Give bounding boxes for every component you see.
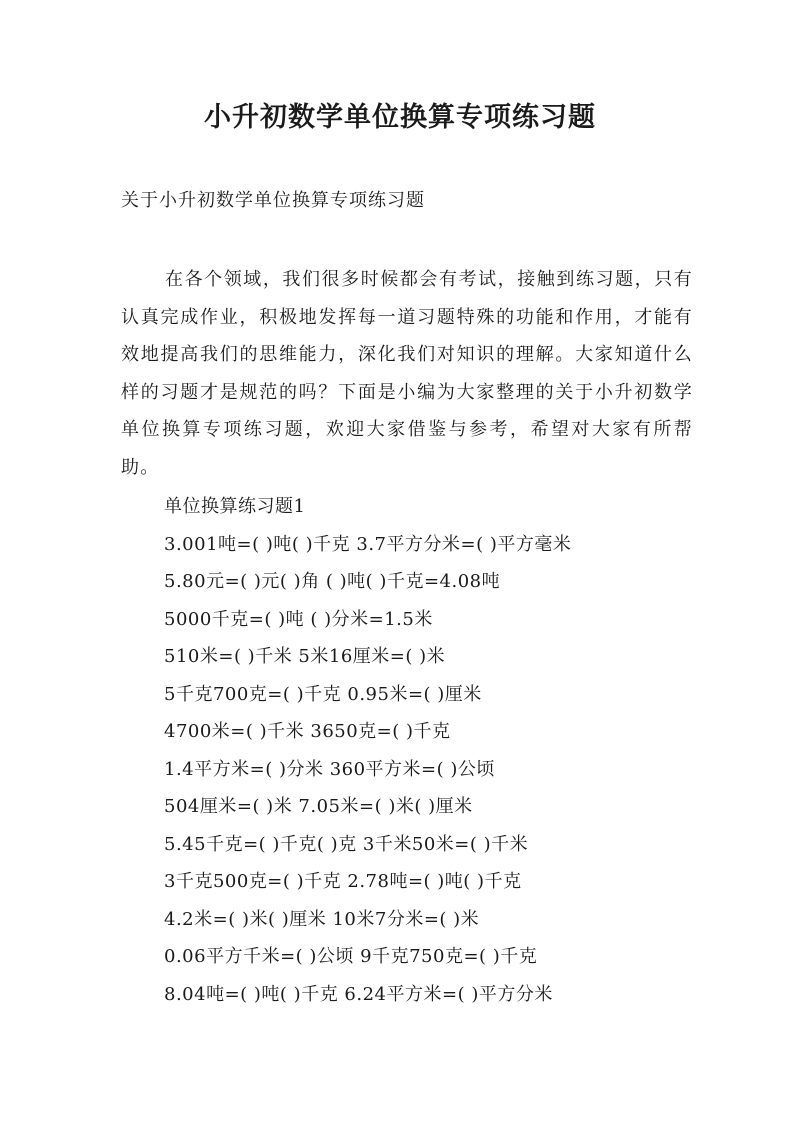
section-heading: 单位换算练习题1 <box>164 496 306 517</box>
exercise-line: 1.4平方米=( )分米 360平方米=( )公顷 <box>164 758 495 780</box>
document-title: 小升初数学单位换算专项练习题 <box>204 102 596 133</box>
exercise-line: 4.2米=( )米( )厘米 10米7分米=( )米 <box>164 908 480 930</box>
intro-paragraph: 在各个领域，我们很多时候都会有考试，接触到练习题，只有认真完成作业，积极地发挥每一道习题特殊的功能和作用，才能有效地提高我们的思维能力，深化我们对知识的理解。大家知道什么样的习题才是规范的吗？下面是小编为大家整理的关于小升初数学单位换算专项练习题，欢迎大家借鉴与参考，希望对大家有所帮助。 <box>121 269 693 478</box>
exercise-list <box>164 488 571 1013</box>
exercise-line: 8.04吨=( )吨( )千克 6.24平方米=( )平方分米 <box>164 983 553 1005</box>
exercise-line: 5千克700克=( )千克 0.95米=( )厘米 <box>164 683 482 705</box>
exercise-line: 3.001吨=( )吨( )千克 3.7平方分米=( )平方毫米 <box>164 533 572 555</box>
exercise-line: 0.06平方千米=( )公顷 9千克750克=( )千克 <box>164 946 538 967</box>
exercise-line: 4700米=( )千米 3650克=( )千克 <box>164 721 451 742</box>
exercise-line: 510米=( )千米 5米16厘米=( )米 <box>164 646 446 667</box>
exercise-line: 5.45千克=( )千克( )克 3千米50米=( )千米 <box>164 833 529 855</box>
exercise-line: 3千克500克=( )千克 2.78吨=( )吨( )千克 <box>164 871 522 892</box>
document-subtitle: 关于小升初数学单位换算专项练习题 <box>121 190 425 211</box>
exercise-line: 5000千克=( )吨 ( )分米=1.5米 <box>164 608 433 630</box>
exercise-line: 504厘米=( )米 7.05米=( )米( )厘米 <box>164 796 473 817</box>
exercise-line: 5.80元=( )元( )角 ( )吨( )千克=4.08吨 <box>164 571 501 592</box>
